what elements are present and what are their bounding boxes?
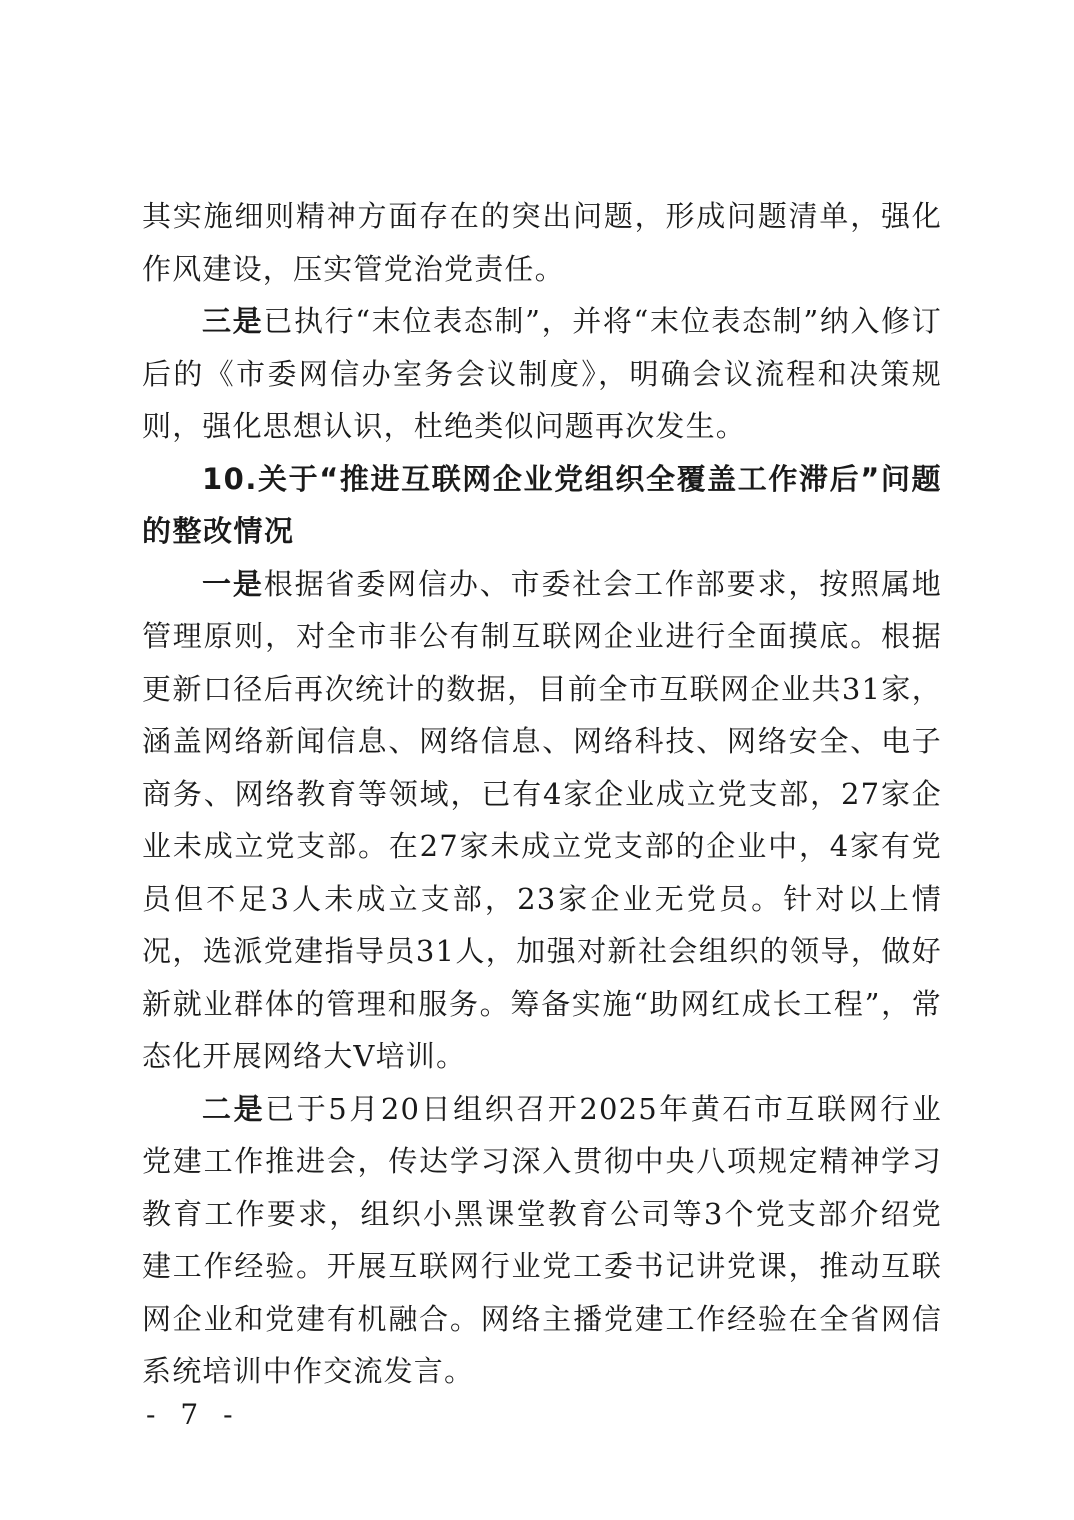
document-body (142, 190, 942, 1398)
paragraph-text: 根据省委网信办、市委社会工作部要求，按照属地管理原则，对全市非公有制互联网企业进行全面摸底。根据更新口径后再次统计的数据，目前全市互联网企业共31家，涵盖网络新闻信息、网络信息、网络科技、网络安全、电子商务、网络教育等领域，已有4家企业成立党支部，27家企业未成立党支部。在27家未成立党支部的企业中，4家有党员但不足3人未成立支部，23家企业无党员。针对以上情况，选派党建指导员31人，加强对新社会组织的领导，做好新就业群体的管理和服务。筹备实施“助网红成长工程”，常态化开展网络大V培训。 (142, 566, 943, 1073)
paragraph-lead: 三是 (202, 304, 264, 338)
page-number: - 7 - (146, 1398, 241, 1431)
paragraph-lead: 二是 (202, 1091, 266, 1126)
paragraph-text: 已执行“末位表态制”，并将“末位表态制”纳入修订后的《市委网信办室务会议制度》，明确会议流程和决策规则，强化思想认识，杜绝类似问题再次发生。 (142, 304, 942, 443)
paragraph-lead: 一是 (202, 566, 264, 601)
paragraph-item-one (142, 558, 942, 1083)
section-heading: 10.关于“推进互联网企业党组织全覆盖工作滞后”问题的整改情况 (142, 461, 942, 548)
paragraph-text: 其实施细则精神方面存在的突出问题，形成问题清单，强化作风建设，压实管党治党责任。 (142, 199, 942, 286)
paragraph-item-two (142, 1083, 942, 1398)
paragraph-continuation (142, 190, 942, 295)
paragraph-text: 已于5月20日组织召开2025年黄石市互联网行业党建工作推进会，传达学习深入贯彻中央八项规定精神学习教育工作要求，组织小黑课堂教育公司等3个党支部介绍党建工作经验。开展互联网行业党工委书记讲党课，推动互联网企业和党建有机融合。网络主播党建工作经验在全省网信系统培训中作交流发言。 (142, 1091, 942, 1388)
paragraph-item-three (142, 295, 942, 453)
